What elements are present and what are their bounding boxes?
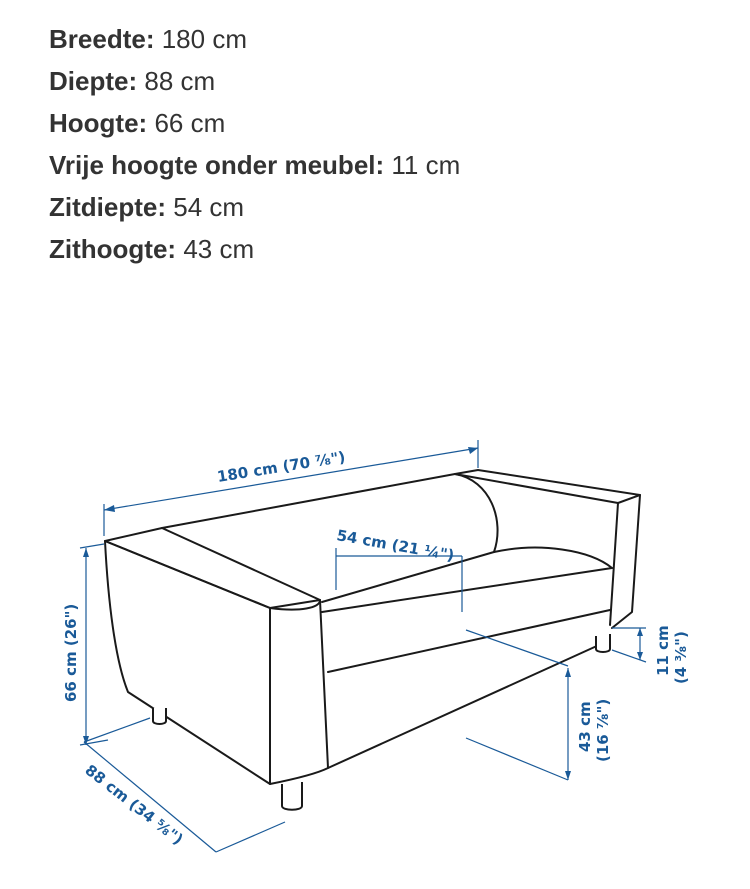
seat-height-label-in: (16 ⁷⁄₈"): [594, 698, 612, 762]
dimension-arrows: [83, 447, 643, 780]
spec-label: Breedte:: [49, 24, 155, 54]
spec-label: Diepte:: [49, 66, 138, 96]
spec-value: 54 cm: [173, 192, 245, 222]
sofa-dimension-drawing: [0, 430, 750, 870]
width-dimension-label: 180 cm (70 ⁷⁄₈"): [215, 447, 347, 486]
spec-label: Zithoogte:: [49, 234, 177, 264]
spec-seat-depth: [49, 188, 460, 230]
height-dimension-label: 66 cm (26"): [62, 603, 80, 702]
depth-dimension-label: 88 cm (34 ⁵⁄₈"): [81, 760, 187, 849]
spec-height: [49, 104, 460, 146]
spec-depth: [49, 62, 460, 104]
spec-value: 88 cm: [144, 66, 216, 96]
spec-clearance: [49, 146, 460, 188]
seat-depth-dimension-label: 54 cm (21 ¼"): [335, 526, 456, 565]
spec-seat-height: [49, 230, 460, 272]
spec-value: 66 cm: [154, 108, 226, 138]
seat-height-label-cm: 43 cm: [576, 701, 594, 752]
dimension-lines: [80, 440, 646, 852]
spec-label: Vrije hoogte onder meubel:: [49, 150, 385, 180]
spec-label: Zitdiepte:: [49, 192, 166, 222]
dimensions-list: [49, 20, 460, 272]
spec-width: [49, 20, 460, 62]
spec-label: Hoogte:: [49, 108, 148, 138]
spec-value: 43 cm: [183, 234, 255, 264]
sofa-outline: [105, 470, 640, 784]
clearance-label-cm: 11 cm: [654, 625, 672, 676]
clearance-label-in: (4 ³⁄₈"): [672, 631, 690, 684]
spec-value: 180 cm: [161, 24, 247, 54]
spec-value: 11 cm: [391, 150, 461, 180]
